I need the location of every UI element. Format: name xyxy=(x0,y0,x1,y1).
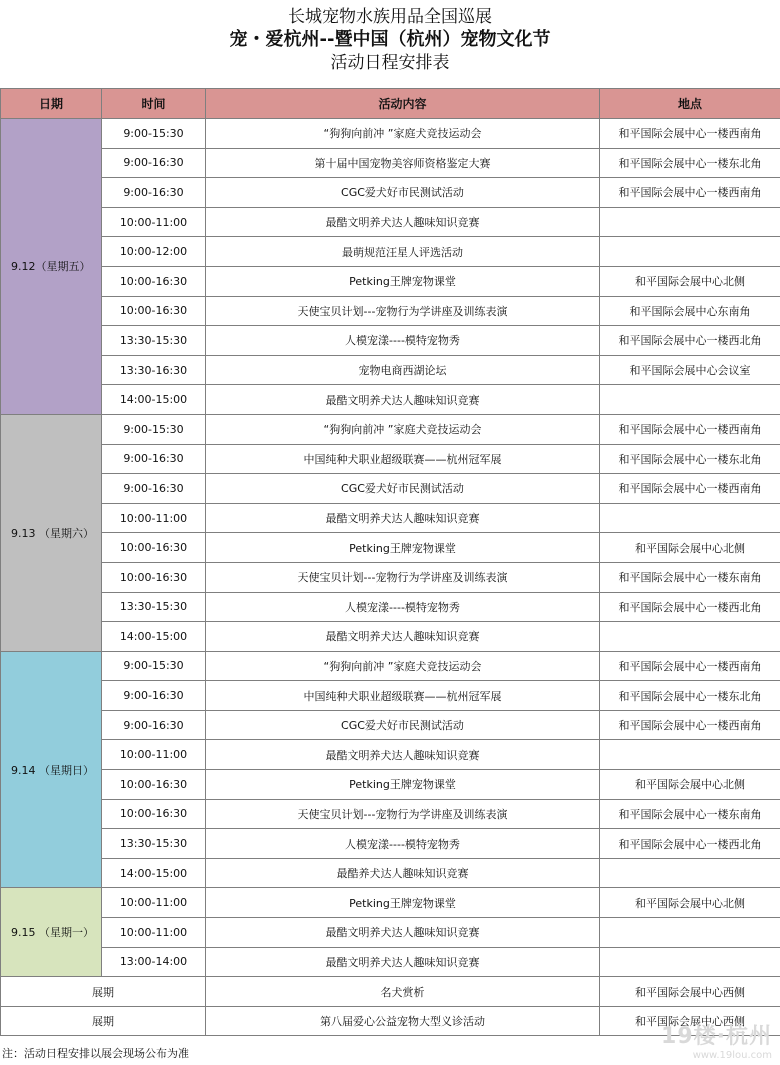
content-cell: 中国纯种犬职业超级联赛——杭州冠军展 xyxy=(206,681,600,711)
table-row xyxy=(1,148,780,178)
content-cell: 人模宠漾----模特宠物秀 xyxy=(206,592,600,622)
content-cell: 天使宝贝计划---宠物行为学讲座及训练表演 xyxy=(206,799,600,829)
header-content: 活动内容 xyxy=(206,89,600,119)
location-cell: 和平国际会展中心一楼西北角 xyxy=(600,326,780,356)
location-cell: 和平国际会展中心一楼西南角 xyxy=(600,119,780,149)
table-row xyxy=(1,207,780,237)
location-cell: 和平国际会展中心一楼东北角 xyxy=(600,148,780,178)
time-cell: 14:00-15:00 xyxy=(102,622,206,652)
location-cell xyxy=(600,918,780,948)
period-row xyxy=(1,977,780,1007)
content-cell: CGC爱犬好市民测试活动 xyxy=(206,178,600,208)
time-cell: 10:00-16:30 xyxy=(102,533,206,563)
content-cell: CGC爱犬好市民测试活动 xyxy=(206,474,600,504)
location-cell: 和平国际会展中心一楼东北角 xyxy=(600,681,780,711)
time-cell: 10:00-16:30 xyxy=(102,266,206,296)
time-cell: 13:30-15:30 xyxy=(102,829,206,859)
time-cell: 10:00-11:00 xyxy=(102,207,206,237)
table-row xyxy=(1,622,780,652)
location-cell xyxy=(600,503,780,533)
location-cell: 和平国际会展中心西侧 xyxy=(600,977,780,1007)
header-time: 时间 xyxy=(102,89,206,119)
location-cell: 和平国际会展中心会议室 xyxy=(600,355,780,385)
table-row xyxy=(1,947,780,977)
table-row xyxy=(1,592,780,622)
date-cell: 9.13 （星期六） xyxy=(1,414,102,651)
location-cell: 和平国际会展中心一楼西南角 xyxy=(600,178,780,208)
content-cell: 最酷养犬达人趣味知识竞赛 xyxy=(206,858,600,888)
content-cell: 天使宝贝计划---宠物行为学讲座及训练表演 xyxy=(206,562,600,592)
content-cell: 第八届爱心公益宠物大型义诊活动 xyxy=(206,1006,600,1036)
content-cell: 人模宠漾----模特宠物秀 xyxy=(206,326,600,356)
location-cell: 和平国际会展中心一楼东北角 xyxy=(600,444,780,474)
footnote: 注：活动日程安排以展会现场公布为准 xyxy=(2,1047,189,1060)
content-cell: “狗狗向前冲 ”家庭犬竞技运动会 xyxy=(206,414,600,444)
table-row xyxy=(1,562,780,592)
time-cell: 10:00-12:00 xyxy=(102,237,206,267)
table-row xyxy=(1,533,780,563)
period-label-cell: 展期 xyxy=(1,1006,206,1036)
table-row xyxy=(1,444,780,474)
content-cell: CGC爱犬好市民测试活动 xyxy=(206,710,600,740)
table-row xyxy=(1,858,780,888)
location-cell: 和平国际会展中心北侧 xyxy=(600,533,780,563)
location-cell: 和平国际会展中心一楼西北角 xyxy=(600,592,780,622)
watermark-logo xyxy=(661,1019,772,1061)
location-cell: 和平国际会展中心一楼西南角 xyxy=(600,651,780,681)
time-cell: 13:30-16:30 xyxy=(102,355,206,385)
time-cell: 9:00-15:30 xyxy=(102,119,206,149)
time-cell: 9:00-16:30 xyxy=(102,444,206,474)
content-cell: 第十届中国宠物美容师资格鉴定大赛 xyxy=(206,148,600,178)
location-cell: 和平国际会展中心西侧 xyxy=(600,1006,780,1036)
content-cell: 最酷文明养犬达人趣味知识竞赛 xyxy=(206,207,600,237)
table-row xyxy=(1,237,780,267)
content-cell: 最酷文明养犬达人趣味知识竞赛 xyxy=(206,740,600,770)
table-row xyxy=(1,710,780,740)
content-cell: 天使宝贝计划---宠物行为学讲座及训练表演 xyxy=(206,296,600,326)
location-cell xyxy=(600,947,780,977)
time-cell: 10:00-11:00 xyxy=(102,740,206,770)
time-cell: 9:00-15:30 xyxy=(102,651,206,681)
time-cell: 9:00-16:30 xyxy=(102,710,206,740)
table-row xyxy=(1,266,780,296)
table-row xyxy=(1,799,780,829)
content-cell: 宠物电商西湖论坛 xyxy=(206,355,600,385)
table-row xyxy=(1,829,780,859)
table-row xyxy=(1,918,780,948)
time-cell: 9:00-15:30 xyxy=(102,414,206,444)
date-cell: 9.12（星期五） xyxy=(1,119,102,415)
table-row xyxy=(1,119,780,149)
content-cell: Petking王牌宠物课堂 xyxy=(206,770,600,800)
table-row xyxy=(1,385,780,415)
table-row xyxy=(1,888,780,918)
schedule-body xyxy=(1,119,780,1036)
schedule-table xyxy=(0,88,780,1036)
header-location: 地点 xyxy=(600,89,780,119)
table-row xyxy=(1,503,780,533)
table-row xyxy=(1,326,780,356)
location-cell xyxy=(600,858,780,888)
schedule-title: 活动日程安排表 xyxy=(330,53,450,73)
content-cell: “狗狗向前冲 ”家庭犬竞技运动会 xyxy=(206,651,600,681)
location-cell: 和平国际会展中心北侧 xyxy=(600,770,780,800)
time-cell: 14:00-15:00 xyxy=(102,385,206,415)
location-cell xyxy=(600,740,780,770)
location-cell: 和平国际会展中心一楼西南角 xyxy=(600,474,780,504)
time-cell: 10:00-16:30 xyxy=(102,770,206,800)
location-cell xyxy=(600,237,780,267)
location-cell: 和平国际会展中心一楼东南角 xyxy=(600,562,780,592)
content-cell: 最酷文明养犬达人趣味知识竞赛 xyxy=(206,385,600,415)
time-cell: 10:00-11:00 xyxy=(102,918,206,948)
table-row xyxy=(1,770,780,800)
content-cell: 最萌规范汪星人评选活动 xyxy=(206,237,600,267)
table-row xyxy=(1,651,780,681)
time-cell: 9:00-16:30 xyxy=(102,474,206,504)
content-cell: Petking王牌宠物课堂 xyxy=(206,266,600,296)
time-cell: 13:30-15:30 xyxy=(102,592,206,622)
content-cell: 最酷文明养犬达人趣味知识竞赛 xyxy=(206,503,600,533)
content-cell: 人模宠漾----模特宠物秀 xyxy=(206,829,600,859)
date-cell: 9.15 （星期一） xyxy=(1,888,102,977)
location-cell: 和平国际会展中心一楼西北角 xyxy=(600,829,780,859)
content-cell: 最酷文明养犬达人趣味知识竞赛 xyxy=(206,947,600,977)
document-header xyxy=(0,0,780,74)
location-cell: 和平国际会展中心一楼西南角 xyxy=(600,710,780,740)
content-cell: 中国纯种犬职业超级联赛——杭州冠军展 xyxy=(206,444,600,474)
table-row xyxy=(1,355,780,385)
content-cell: Petking王牌宠物课堂 xyxy=(206,533,600,563)
time-cell: 10:00-11:00 xyxy=(102,503,206,533)
period-label-cell: 展期 xyxy=(1,977,206,1007)
exhibition-title: 长城宠物水族用品全国巡展 xyxy=(288,7,492,27)
time-cell: 10:00-11:00 xyxy=(102,888,206,918)
time-cell: 9:00-16:30 xyxy=(102,148,206,178)
table-row xyxy=(1,178,780,208)
location-cell xyxy=(600,385,780,415)
festival-title: 宠・爱杭州--暨中国（杭州）宠物文化节 xyxy=(229,29,551,50)
time-cell: 9:00-16:30 xyxy=(102,681,206,711)
content-cell: 最酷文明养犬达人趣味知识竞赛 xyxy=(206,918,600,948)
location-cell: 和平国际会展中心东南角 xyxy=(600,296,780,326)
location-cell: 和平国际会展中心一楼西南角 xyxy=(600,414,780,444)
header-row xyxy=(1,89,780,119)
table-row xyxy=(1,474,780,504)
header-date: 日期 xyxy=(1,89,102,119)
time-cell: 13:30-15:30 xyxy=(102,326,206,356)
time-cell: 10:00-16:30 xyxy=(102,799,206,829)
content-cell: 名犬赏析 xyxy=(206,977,600,1007)
location-cell: 和平国际会展中心北侧 xyxy=(600,888,780,918)
content-cell: 最酷文明养犬达人趣味知识竞赛 xyxy=(206,622,600,652)
location-cell xyxy=(600,622,780,652)
time-cell: 9:00-16:30 xyxy=(102,178,206,208)
time-cell: 10:00-16:30 xyxy=(102,296,206,326)
content-cell: Petking王牌宠物课堂 xyxy=(206,888,600,918)
time-cell: 14:00-15:00 xyxy=(102,858,206,888)
content-cell: “狗狗向前冲 ”家庭犬竞技运动会 xyxy=(206,119,600,149)
table-row xyxy=(1,414,780,444)
time-cell: 10:00-16:30 xyxy=(102,562,206,592)
location-cell: 和平国际会展中心北侧 xyxy=(600,266,780,296)
table-row xyxy=(1,740,780,770)
date-cell: 9.14 （星期日） xyxy=(1,651,102,888)
location-cell: 和平国际会展中心一楼东南角 xyxy=(600,799,780,829)
location-cell xyxy=(600,207,780,237)
watermark-brand: 19楼·杭州 xyxy=(661,1024,772,1049)
table-row xyxy=(1,296,780,326)
time-cell: 13:00-14:00 xyxy=(102,947,206,977)
watermark-url: www.19lou.com xyxy=(692,1050,772,1061)
table-row xyxy=(1,681,780,711)
